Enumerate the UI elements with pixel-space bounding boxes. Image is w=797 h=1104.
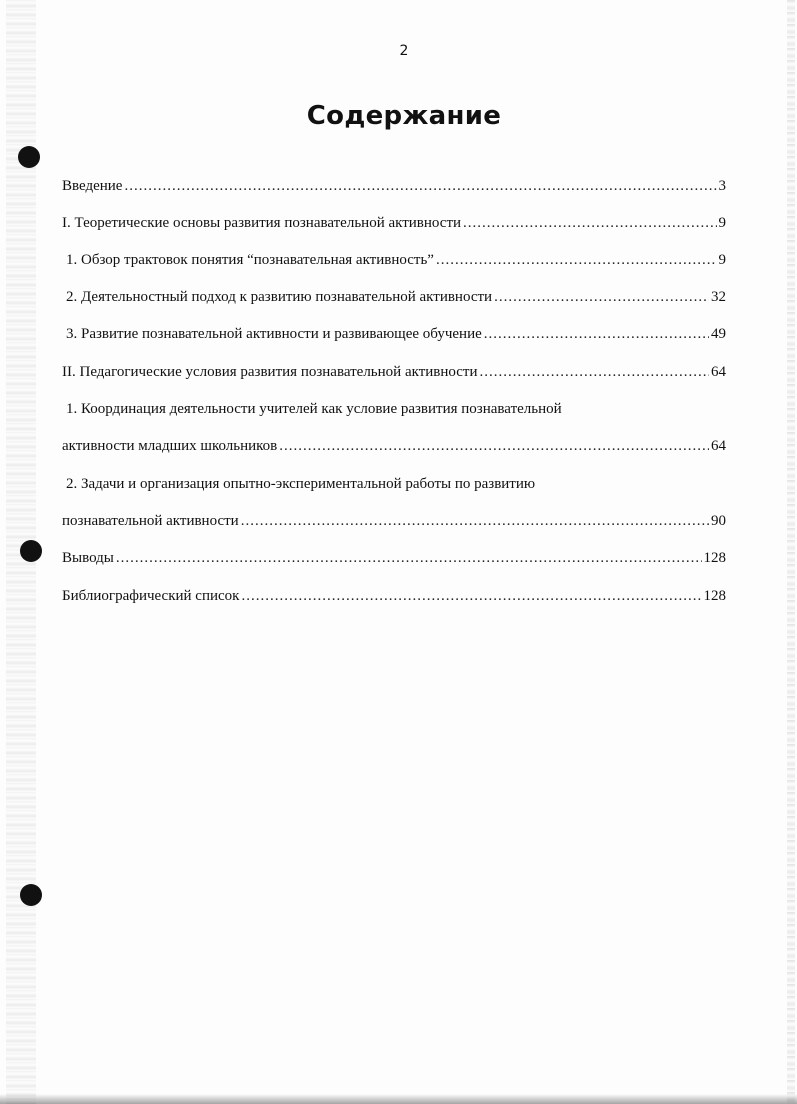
toc-item[interactable] <box>62 437 726 455</box>
toc-item[interactable] <box>62 512 726 530</box>
punch-hole <box>20 884 42 906</box>
toc-item-label: 2. Деятельностный подход к развитию познавательной активности <box>66 289 493 305</box>
toc-item-label: познавательной активности <box>62 513 239 529</box>
toc-leader <box>484 325 709 343</box>
toc-item[interactable] <box>62 214 726 232</box>
toc-item-page: 90 <box>711 513 726 529</box>
toc-item-page: 32 <box>711 289 726 305</box>
punch-hole <box>20 540 42 562</box>
toc-item-line1[interactable]: 1. Координация деятельности учителей как условие развития познавательной <box>66 401 562 417</box>
toc-item[interactable] <box>62 549 726 567</box>
toc-item-label: II. Педагогические условия развития познавательной активности <box>62 364 478 380</box>
scan-edge-right <box>787 0 795 1104</box>
toc-item[interactable] <box>62 325 726 343</box>
toc-leader <box>241 587 701 605</box>
toc-item-label: I. Теоретические основы развития познавательной активности <box>62 215 462 231</box>
toc-item-page: 64 <box>711 364 726 380</box>
toc-item-page: 128 <box>703 588 726 604</box>
toc-item-label: активности младших школьников <box>62 438 278 454</box>
toc-item-page: 9 <box>718 252 726 268</box>
toc-item[interactable] <box>62 177 726 195</box>
toc-item-page: 3 <box>718 178 726 194</box>
page-title: Содержание <box>306 101 502 131</box>
toc-leader <box>279 437 709 455</box>
toc-leader <box>241 512 709 530</box>
toc-leader <box>116 549 702 567</box>
toc-leader <box>124 177 716 195</box>
toc-item-label: 1. Обзор трактовок понятия “познавательная активность” <box>66 252 434 268</box>
toc-leader <box>494 288 709 306</box>
toc-item[interactable] <box>62 587 726 605</box>
toc-item-line1[interactable]: 2. Задачи и организация опытно-экспериментальной работы по развитию <box>66 476 536 492</box>
toc-item-label: 3. Развитие познавательной активности и развивающее обучение <box>66 326 482 342</box>
scan-edge-bottom <box>0 1094 797 1104</box>
punch-hole <box>18 146 40 168</box>
toc-item[interactable] <box>62 363 726 381</box>
toc-item-label: Введение <box>62 178 123 194</box>
toc-item-label: Библиографический список <box>62 588 240 604</box>
toc-leader <box>480 363 709 381</box>
toc-leader <box>436 251 717 269</box>
toc-item-label: Выводы <box>62 550 114 566</box>
toc-item-page: 49 <box>711 326 726 342</box>
page-number: 2 <box>399 43 409 59</box>
toc-item[interactable] <box>62 251 726 269</box>
toc-item-page: 9 <box>718 215 726 231</box>
toc-leader <box>463 214 716 232</box>
toc-item-page: 64 <box>711 438 726 454</box>
toc-item-page: 128 <box>703 550 726 566</box>
toc-item[interactable] <box>62 288 726 306</box>
